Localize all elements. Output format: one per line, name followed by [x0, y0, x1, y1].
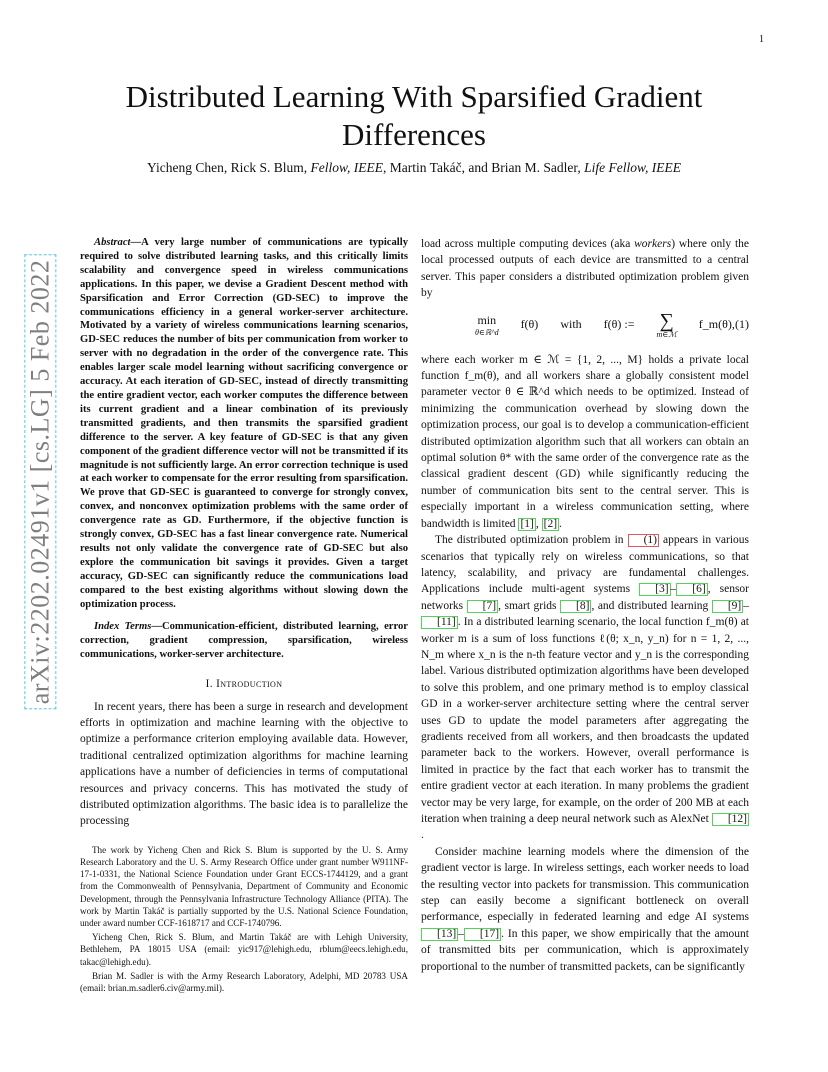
authors-role-2: Life Fellow, IEEE: [584, 160, 681, 175]
arxiv-id-link[interactable]: arXiv:2202.02491v1 [cs.LG] 5 Feb 2022: [24, 255, 56, 710]
equation-1: [421, 309, 749, 340]
paragraph-a-text-2: ) where only the local processed outputs of each device are transmitted to a central server. This paper considers a distributed optimization problem given by: [421, 238, 749, 300]
sum-symbol: ∑: [659, 309, 674, 332]
objective-f: f(θ): [520, 316, 539, 331]
abstract: [80, 236, 408, 611]
intro-paragraph-1: In recent years, there has been a surge in research and development efforts in optimization and machine learning with the objective to optimize a performance criterion employing available data. However, traditional centralized optimization algorithms for machine learning applications have a number of deficiencies in terms of computational resources and privacy concerns. This has motivated the study of distributed optimization algorithms. The basic idea is to parallelize the processing: [80, 700, 408, 828]
authors-role-1: Fellow, IEEE: [310, 160, 384, 175]
text-run: , and distributed learning: [591, 599, 712, 612]
abstract-label: Abstract: [94, 237, 131, 248]
citation-link[interactable]: [8]: [560, 600, 591, 613]
authors-part-2: , Martin Takáč, and Brian M. Sadler,: [383, 160, 585, 175]
with-word: with: [560, 316, 582, 331]
citation-link[interactable]: [17]: [464, 928, 501, 941]
min-subscript: θ∈ℝ^d: [475, 328, 499, 338]
text-run: –: [458, 927, 464, 940]
paragraph-b-text: where each worker m ∈ ℳ = {1, 2, ..., M} holds a private local function f_m(θ), and all workers share a globally consistent model parameter vector θ ∈ ℝ^d which needs to be optimized. Instead of minimizing the communication overhead by slowing down the optimization process, our goal is to develop a communication-efficient distributed optimization algorithm such that all workers can obtain an optimal solution θ* with the same order of the convergence rate as the classical gradient descent (GD) while significantly reducing the number of communication bits sent to the central server. This is especially important in a wireless communication setting, where bandwidth is limited: [421, 353, 749, 530]
text-run: , sensor networks: [421, 583, 749, 612]
citation-link[interactable]: [12]: [712, 813, 749, 826]
footnotes: [80, 844, 408, 994]
citation-link[interactable]: [9]: [712, 600, 743, 613]
equation-ref-link[interactable]: (1): [628, 534, 659, 547]
citation-link[interactable]: [11]: [421, 616, 458, 629]
footnote-affiliation-arl: Brian M. Sadler is with the Army Research Laboratory, Adelphi, MD 20783 USA (email: brian.m.sadler6.civ@army.mil).: [80, 970, 408, 994]
right-paragraph-c: [421, 532, 749, 844]
paper-title: Distributed Learning With Sparsified Gradient Differences: [125, 79, 703, 152]
citation-link[interactable]: [6]: [676, 583, 707, 596]
page-number: 1: [759, 34, 764, 45]
right-paragraph-d: [421, 844, 749, 975]
citation-link[interactable]: [7]: [467, 600, 498, 613]
right-paragraph-b: where each worker m ∈ ℳ = {1, 2, ..., M} holds a private local function f_m(θ), and all workers share a globally consistent model parameter vector θ ∈ ℝ^d which needs to be optimized. Instead of minimizing the communication overhead by slowing down the optimization process, our goal is to develop a communication-efficient distributed optimization algorithm such that all workers can obtain an optimal solution θ* with the same order of the convergence rate as the classical gradient descent (GD) while significantly reducing the number of communication bits sent to the central server. This is especially important in a wireless communication setting, where bandwidth is limited [1] , [2] .: [421, 353, 749, 530]
right-column: [421, 236, 749, 975]
text-run: –: [670, 583, 677, 596]
text-run: , smart grids: [498, 599, 561, 612]
abstract-text: —A very large number of communications are typically required to solve distributed learning tasks, and this critically limits scalability and convergence speed in wireless communications applications. In this paper, we devise a Gradient Descent method with Sparsification and Error Correction (GD-SEC) to improve the communications efficiency in a general worker-server architecture. Motivated by a variety of wireless communications learning scenarios, GD-SEC reduces the number of bits per communication from worker to server with no degradation in the order of the convergence rate. This enables larger scale model learning without sacrificing convergence or accuracy. At each iteration of GD-SEC, instead of directly transmitting the entire gradient vector, each worker computes the difference between its current gradient and a linear combination of its previously transmitted gradients, and then transmits the sparsified gradient difference to the server. A key feature of GD-SEC is that any given component of the gradient difference vector will not be transmitted if its magnitude is not sufficiently large. An error correction technique is used at each worker to compensate for the error resulting from sparsification. We prove that GD-SEC is guaranteed to converge for strongly convex, convex, and nonconvex optimization problems with the same order of convergence rate as GD. Furthermore, if the objective function is strongly convex, GD-SEC has a fast linear convergence rate. Numerical results not only validate the convergence rate of GD-SEC but also explore the communication bit savings it provides. Given a target accuracy, GD-SEC can significantly reduce the communications load compared to the best existing algorithms without slowing down the optimization process.: [80, 237, 408, 610]
author-line: [80, 160, 748, 176]
text-run: –: [743, 599, 749, 612]
text-run: . In a distributed learning scenario, the local function f_m(θ) at worker m is a sum of loss functions ℓ(θ; x_n, y_n) for n = 1, 2, ..., N_m where x_n is the n-th feature vector and y_n is the corresponding label. Various distributed optimization algorithms have been developed to solve this problem, and one primary method is to employ classical GD in a worker-server architecture setting where the central server uses GD to update the model parameters after aggregating the gradients received from all workers, and then broadcasts the updated parameter back to the workers. However, overall performance is limited in practice by the fact that each worker has to transmit the entire gradient vector at each iteration. In many problems the gradient vector may be very large, for example, on the order of 200 MB at each iteration when training a deep neural network such as AlexNet: [421, 616, 749, 825]
text-run: . In this paper, we show empirically that the amount of transmitted bits per communication, which is approximately proportional to the number of transmitted packets, can be significantly: [421, 927, 749, 973]
equation-number: (1): [735, 316, 749, 331]
min-word: min: [477, 312, 497, 327]
footnote-funding: The work by Yicheng Chen and Rick S. Blum is supported by the U. S. Army Research Laboratory and the U. S. Army Research Office under grant number W911NF-17-1-0331, the National Science Foundation under Grant ECCS-1744129, and a grant from the Commonwealth of Pennsylvania, Department of Community and Economic Development, through the Pennsylvania Infrastructure Technology Alliance (PITA). The work by Martin Takáč is partially supported by the U.S. National Science Foundation, under award number CCF-1618717 and CCF-1740796.: [80, 844, 408, 929]
index-terms-text: —Communication-efficient, distributed learning, error correction, gradient compression, sparsification, wireless communications, worker-server architecture.: [80, 621, 408, 661]
text-run: Consider machine learning models where the dimension of the gradient vector is large. In wireless settings, each worker needs to load the resulting vector into packets for transmission. This communication step can easily become a significant bottleneck on overall performance, especially in federated learning and edge AI systems: [421, 845, 749, 924]
definition-lhs: f(θ) :=: [603, 316, 635, 331]
equation-1-math: [475, 309, 735, 340]
authors-part-1: Yicheng Chen, Rick S. Blum,: [147, 160, 311, 175]
section-heading-introduction: I. Introduction: [205, 678, 283, 691]
text-run: The distributed optimization problem in: [435, 534, 628, 547]
paragraph-a-text-1: load across multiple computing devices (aka: [421, 238, 635, 250]
arxiv-stamp[interactable]: [18, 259, 62, 705]
text-run: appears in various scenarios that typically rely on wireless communications, so that latency, scalability, and privacy are fundamental challenges. Applications include multi-agent systems: [421, 534, 750, 596]
footnote-affiliation-lehigh: Yicheng Chen, Rick S. Blum, and Martin Takáč are with Lehigh University, Bethlehem, PA 18015 USA (email: yic917@lehigh.edu, rblum@eecs.lehigh.edu, takac@lehigh.edu).: [80, 932, 408, 967]
index-terms-label: Index Terms: [94, 621, 152, 633]
citation-link[interactable]: [2]: [543, 517, 558, 530]
workers-term: workers: [634, 238, 672, 250]
sum-operator: [656, 309, 677, 340]
text-run: .: [421, 829, 424, 842]
sum-term: f_m(θ),: [698, 316, 735, 331]
right-paragraph-a: [421, 236, 749, 302]
sum-subscript: m∈ℳ: [656, 329, 677, 339]
min-operator: [475, 312, 499, 338]
index-terms: [80, 620, 408, 662]
left-column: [80, 236, 408, 994]
citation-link[interactable]: [3]: [639, 583, 670, 596]
citation-link[interactable]: [13]: [421, 928, 458, 941]
citation-link[interactable]: [1]: [520, 517, 534, 530]
